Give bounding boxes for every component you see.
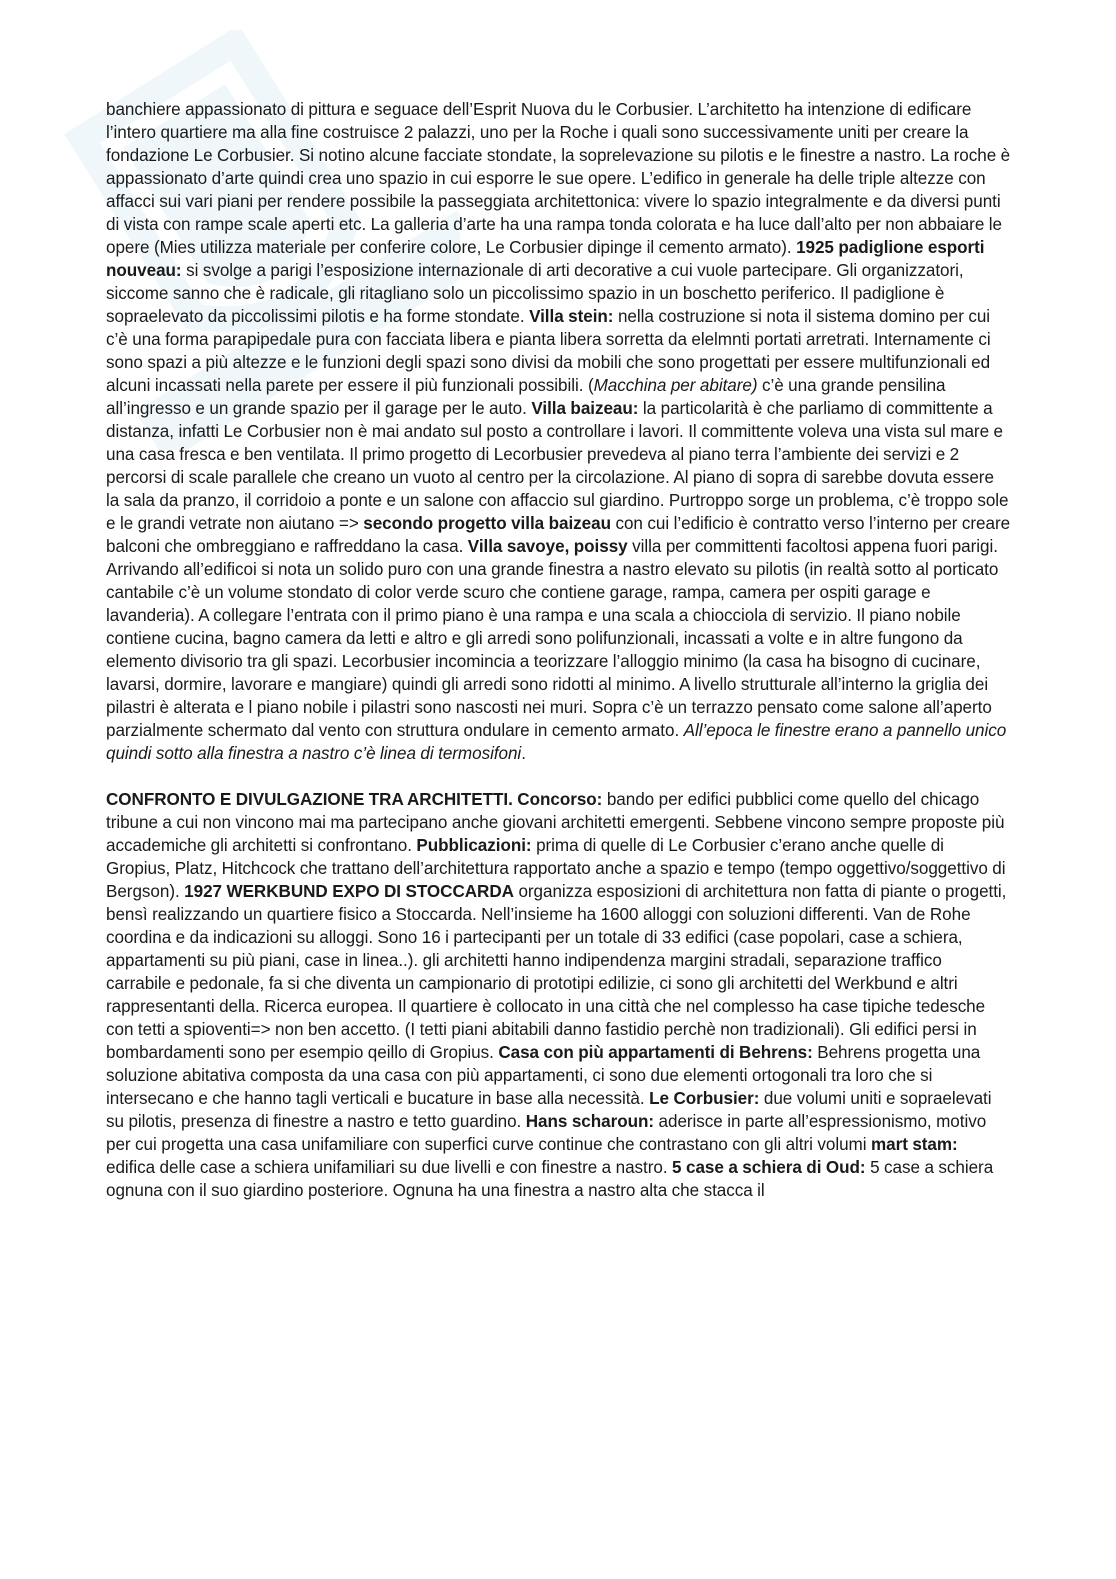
paragraph-confronto-divulgazione [106,788,1011,1202]
bold-heading-text: Villa savoye, poissy [467,537,628,556]
body-text: prima di quelle di Le Corbusier c’erano anche quelle di Gropius, Platz, Hitchcock che trattano dell’architettura rapportato anche a spazio e tempo (tempo oggettivo/soggettivo di Bergson). [106,836,1006,901]
body-text: organizza esposizioni di architettura non fatta di piante o progetti, bensì realizzando un quartiere fisico a Stoccarda. Nell’insieme ha 1600 alloggi con soluzioni differenti. Van de Rohe coordina e da indicazioni su alloggi. Sono 16 i partecipanti per un totale di 33 edifici (case popolari, case a schiera, appartamenti su più piani, case in linea..). gli architetti hanno indipendenza margini stradali, separazione traffico carrabile e pedonale, fa si che diventa un campionario di prototipi edilizie, ci sono gli architetti del Werkbund e altri rappresentanti della. Ricerca europea. Il quartiere è collocato in una città che nel complesso ha case tipiche tedesche con tetti a spioventi=> non ben accetto. (I tetti piani abitabili danno fastidio perchè non tradizionali). Gli edifici persi in bombardamenti sono per esempio qeillo di Gropius. [106,882,1007,1062]
body-text: la particolarità è che parliamo di committente a distanza, infatti Le Corbusier non è mai andato sul posto a controllare i lavori. Il committente voleva una vista sul mare e una casa fresca e ben ventilata. Il primo progetto di Lecorbusier prevedeva al piano terra l’ambiente dei servizi e 2 percorsi di scale parallele che creano un vuoto al centro per la circolazione. Al piano di sopra di sarebbe dovuta essere la sala da pranzo, il corridoio a ponte e un salone con affaccio sul giardino. Purtroppo sorge un problema, c’è troppo sole e le grandi vetrate non aiutano => [106,399,1009,533]
bold-heading-text: Hans scharoun: [525,1112,655,1131]
bold-heading-text: Casa con più appartamenti di Behrens: [498,1043,813,1062]
italic-text: All’epoca le finestre erano a pannello unico quindi sotto alla finestra a nastro c’è linea di termosifoni [106,721,1007,763]
body-text: edifica delle case a schiera unifamiliari su due livelli e con finestre a nastro. [106,1158,673,1177]
bold-heading-text: 1925 padiglione esporti nouveau: [106,238,985,280]
body-text: con cui l’edificio è contratto verso l’interno per creare balconi che ombreggiano e raffreddano la casa. [106,514,1011,556]
bold-heading-text: Villa baizeau: [531,399,639,418]
body-text: 5 case a schiera ognuna con il suo giardino posteriore. Ognuna ha una finestra a nastro alta che stacca il [106,1158,994,1200]
bold-heading-text: 5 case a schiera di Oud: [672,1158,866,1177]
paragraph-villas [106,98,1011,765]
bold-heading-text: mart stam: [870,1135,958,1154]
bold-heading-text: Villa stein: [529,307,614,326]
body-text: due volumi uniti e sopraelevati su pilotis, presenza di finestre a nastro e tetto guardino. [106,1089,992,1131]
body-text: bando per edifici pubblici come quello del chicago tribune a cui non vincono mai ma partecipano anche giovani architetti emergenti. Sebbene vincono sempre proposte più accademiche gli architetti si confrontano. [106,790,1005,855]
bold-heading-text: Pubblicazioni: [416,836,532,855]
body-text: . [521,744,526,763]
body-text: c’è una grande pensilina all’ingresso e un grande spazio per il garage per le auto. [106,376,946,418]
document-page [106,98,1011,1202]
body-text: banchiere appassionato di pittura e seguace dell’Esprit Nuova du le Corbusier. L’architetto ha intenzione di edificare l’intero quartiere ma alla fine costruisce 2 palazzi, uno per la Roche i quali sono successivamente uniti per creare la fondazione Le Corbusier. Si notino alcune facciate stondate, la soprelevazione su pilotis e le finestre a nastro. La roche è appassionato d’arte quindi crea uno spazio in cui esporre le sue opere. L’edifico in generale ha delle triple altezze con affacci sui vari piani per rendere possibile la passeggiata architettonica: vivere lo spazio integralmente e da diversi punti di vista con rampe scale aperti etc. La galleria d’arte ha una rampa tonda colorata e ha luce dall’alto per non abbaiare le opere (Mies utilizza materiale per conferire colore, Le Corbusier dipinge il cemento armato). [106,100,1011,257]
body-text: aderisce in parte all’espressionismo, motivo per cui progetta una casa unifamiliare con superfici curve continue che contrastano con gli altri volumi [106,1112,987,1154]
body-text: si svolge a parigi l’esposizione internazionale di arti decorative a cui vuole partecipare. Gli organizzatori, siccome sanno che è radicale, gli ritagliano solo un piccolissimo spazio in un boschetto periferico. Il padiglione è sopraelevato da piccolissimi pilotis e ha forme stondate. [106,261,964,326]
bold-heading-text: Le Corbusier: [649,1089,760,1108]
body-text: villa per committenti facoltosi appena fuori parigi. Arrivando all’edificoi si nota un solido puro con una grande finestra a nastro elevato su pilotis (in realtà sotto al porticato cantabile c’è un volume stondato di color verde scuro che contiene garage, rampa, camera per ospiti garage e lavanderia). A collegare l’entrata con il primo piano è una rampa e una scala a chiocciola di servizio. Il piano nobile contiene cucina, bagno camera da letti e altro e gli arredi sono polifunzionali, incassati a volte e in altre fungono da elemento divisorio tra gli spazi. Lecorbusier incomincia a teorizzare l’alloggio minimo (la casa ha bisogno di cucinare, lavarsi, dormire, lavorare e mangiare) quindi gli arredi sono ridotti al minimo. A livello strutturale all’interno la griglia dei pilastri è alterata e l piano nobile i pilastri sono nascosti nei muri. Sopra c’è un terrazzo pensato come salone all’aperto parzialmente schermato dal vento con struttura ondulare in cemento armato. [106,537,999,740]
bold-heading-text: secondo progetto villa baizeau [363,514,611,533]
bold-heading-text: 1927 WERKBUND EXPO DI STOCCARDA [184,882,514,901]
body-text: nella costruzione si nota il sistema domino per cui c’è una forma parapipedale pura con facciata libera e pianta libera sorretta da elelmnti portati arretrati. Internamente ci sono spazi a più altezze e le funzioni degli spazi sono divisi da mobili che sono progettati per essere multifunzionali ed alcuni incassati nella parete per essere il più funzionali possibili. ( [106,307,991,395]
bold-heading-text: CONFRONTO E DIVULGAZIONE TRA ARCHITETTI. Concorso: [106,790,603,809]
italic-text: Macchina per abitare) [593,376,758,395]
body-text: Behrens progetta una soluzione abitativa composta da una casa con più appartamenti, ci sono due elementi ortogonali tra loro che si intersecano e che hanno tagli verticali e bucature in base alla necessità. [106,1043,981,1108]
